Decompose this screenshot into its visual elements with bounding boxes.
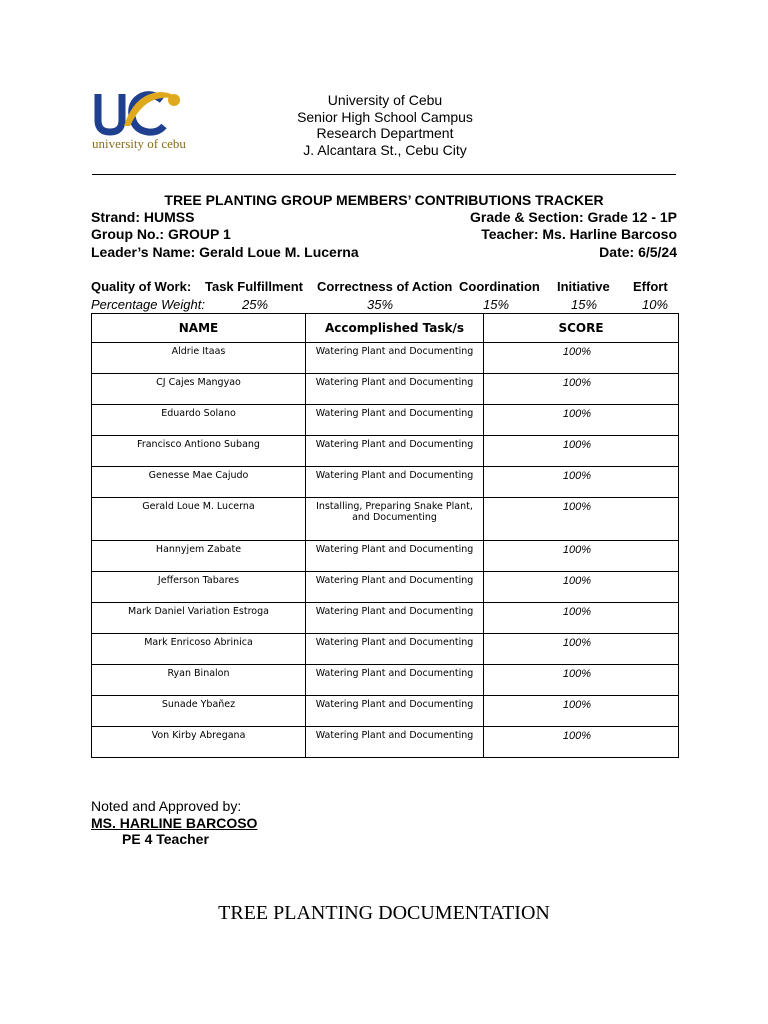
member-task: Watering Plant and Documenting [306, 467, 484, 498]
column-header-name: NAME [92, 314, 306, 343]
table-row [92, 498, 679, 541]
member-name: Hannyjem Zabate [92, 541, 306, 572]
member-name: Mark Daniel Variation Estroga [92, 603, 306, 634]
strand-label: Strand: HUMSS [91, 209, 195, 225]
member-score: 100% [484, 541, 679, 572]
weight-effort: 10% [642, 297, 669, 312]
table-row [92, 405, 679, 436]
header-line-campus: Senior High School Campus [297, 108, 473, 125]
member-task: Watering Plant and Documenting [306, 436, 484, 467]
table-row [92, 541, 679, 572]
member-task: Watering Plant and Documenting [306, 727, 484, 758]
leader-label: Leader’s Name: Gerald Loue M. Lucerna [91, 244, 359, 260]
header-line-department: Research Department [316, 125, 454, 141]
member-name: Ryan Binalon [92, 665, 306, 696]
table-row [92, 727, 679, 758]
percentage-weight-label: Percentage Weight: [91, 297, 205, 312]
member-score: 100% [484, 436, 679, 467]
member-name: Jefferson Tabares [92, 572, 306, 603]
member-score: 100% [484, 665, 679, 696]
weight-initiative: 15% [571, 297, 598, 312]
weight-task-fulfillment: 25% [242, 297, 269, 312]
criterion-initiative: Initiative [557, 279, 610, 294]
grade-section-label: Grade & Section: Grade 12 - 1P [470, 209, 677, 225]
group-label: Group No.: GROUP 1 [91, 226, 231, 242]
header-line-university: University of Cebu [327, 92, 443, 108]
member-task: Watering Plant and Documenting [306, 374, 484, 405]
member-task: Watering Plant and Documenting [306, 541, 484, 572]
table-row [92, 634, 679, 665]
university-logo [90, 86, 202, 156]
criterion-effort: Effort [633, 279, 668, 294]
member-name: Aldrie Itaas [92, 343, 306, 374]
member-score: 100% [484, 498, 679, 541]
member-score: 100% [484, 634, 679, 665]
member-task: Watering Plant and Documenting [306, 665, 484, 696]
member-name: Francisco Antiono Subang [92, 436, 306, 467]
member-name: Gerald Loue M. Lucerna [92, 498, 306, 541]
weight-correctness: 35% [367, 297, 394, 312]
quality-of-work-label: Quality of Work: [91, 279, 192, 294]
criterion-coordination: Coordination [459, 279, 540, 294]
date-label: Date: 6/5/24 [599, 244, 677, 260]
noted-approved-label: Noted and Approved by: [91, 798, 242, 814]
document-title: TREE PLANTING GROUP MEMBERS’ CONTRIBUTIONS TRACKER [164, 192, 604, 208]
member-score: 100% [484, 374, 679, 405]
column-header-score: SCORE [484, 314, 679, 343]
member-score: 100% [484, 467, 679, 498]
table-row [92, 665, 679, 696]
member-task: Watering Plant and Documenting [306, 603, 484, 634]
member-score: 100% [484, 696, 679, 727]
teacher-label: Teacher: Ms. Harline Barcoso [481, 226, 677, 242]
table-row [92, 696, 679, 727]
member-task: Watering Plant and Documenting [306, 696, 484, 727]
member-task: Watering Plant and Documenting [306, 405, 484, 436]
weight-coordination: 15% [483, 297, 510, 312]
header-divider [92, 174, 676, 175]
column-header-task: Accomplished Task/s [306, 314, 484, 343]
table-row [92, 572, 679, 603]
member-name: Sunade Ybañez [92, 696, 306, 727]
contributions-table [91, 313, 679, 758]
member-score: 100% [484, 603, 679, 634]
table-header-row [92, 314, 679, 343]
table-row [92, 374, 679, 405]
header-line-address: J. Alcantara St., Cebu City [303, 141, 467, 158]
table-row [92, 467, 679, 498]
documentation-heading: TREE PLANTING DOCUMENTATION [218, 902, 550, 924]
institution-header [240, 92, 530, 158]
member-name: Eduardo Solano [92, 405, 306, 436]
member-name: Genesse Mae Cajudo [92, 467, 306, 498]
table-row [92, 603, 679, 634]
criterion-task-fulfillment: Task Fulfillment [205, 279, 303, 294]
svg-text:university of cebu: university of cebu [92, 136, 186, 151]
member-name: CJ Cajes Mangyao [92, 374, 306, 405]
approver-name: MS. HARLINE BARCOSO [91, 815, 258, 831]
member-task: Watering Plant and Documenting [306, 634, 484, 665]
member-score: 100% [484, 727, 679, 758]
member-score: 100% [484, 343, 679, 374]
member-score: 100% [484, 572, 679, 603]
table-row [92, 343, 679, 374]
table-row [92, 436, 679, 467]
member-name: Mark Enricoso Abrinica [92, 634, 306, 665]
member-score: 100% [484, 405, 679, 436]
approver-role: PE 4 Teacher [122, 831, 209, 847]
member-name: Von Kirby Abregana [92, 727, 306, 758]
member-task: Watering Plant and Documenting [306, 572, 484, 603]
member-task: Watering Plant and Documenting [306, 343, 484, 374]
member-task: Installing, Preparing Snake Plant, and Documenting [306, 498, 484, 541]
criterion-correctness: Correctness of Action [317, 279, 453, 294]
